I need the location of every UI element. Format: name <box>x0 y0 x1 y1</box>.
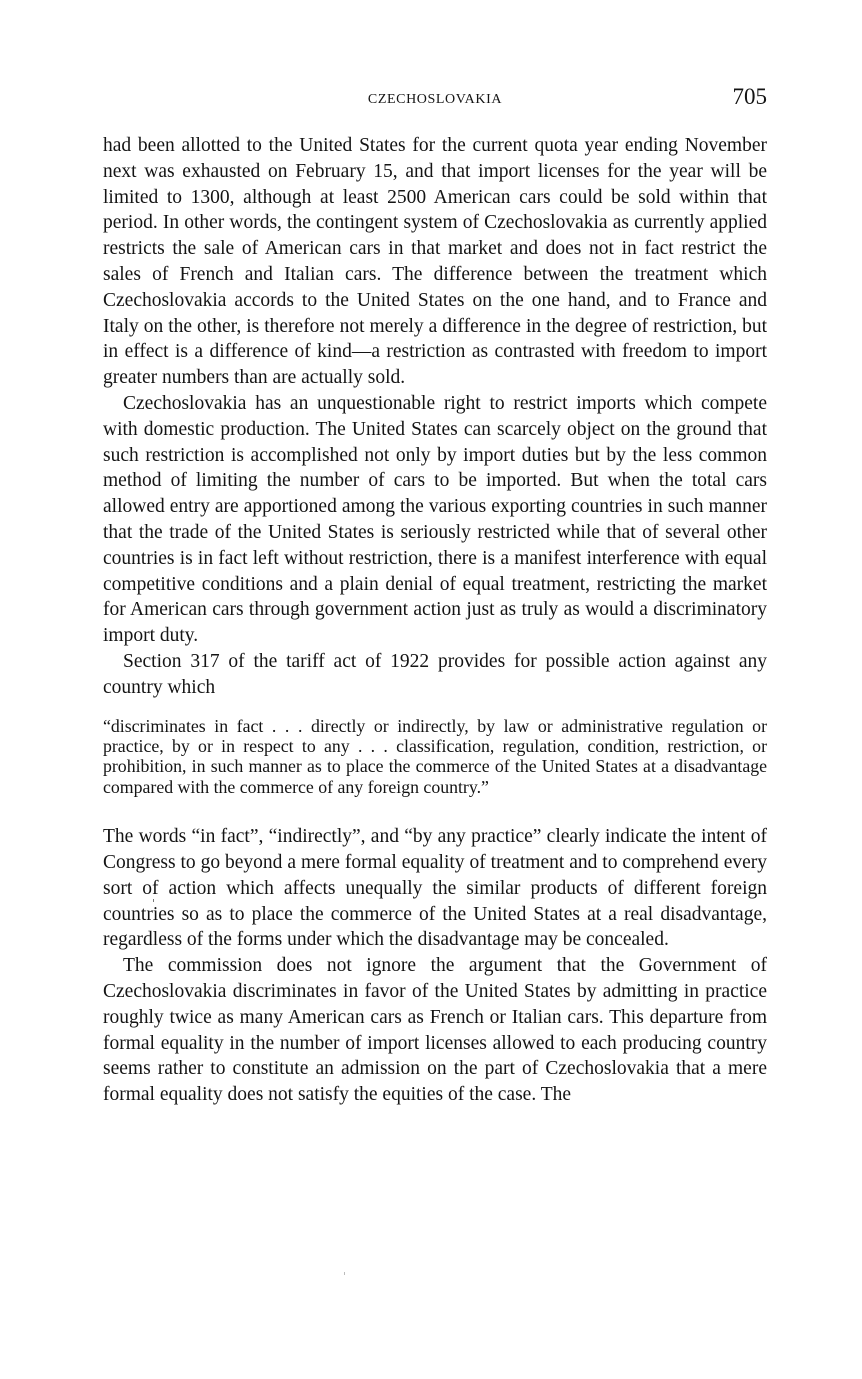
paragraph-continued: had been allotted to the United States for the current quota year ending November next was exhausted on February 15, and that import licenses for the year will be limited to 1300, although at least 2500 American cars could be sold within that period. In other words, the contingent system of Czechoslovakia as currently applied restricts the sale of American cars in that market and does not in fact restrict the sales of French and Italian cars. The difference between the treatment which Czechoslovakia accords to the United States on the one hand, and to France and Italy on the other, is therefore not merely a difference in the degree of restriction, but in effect is a difference of kind—a restriction as contrasted with freedom to import greater numbers than are actually sold. <box>103 135 767 389</box>
paragraph-section-317: Section 317 of the tariff act of 1922 provides for possible action against any country which <box>103 650 767 698</box>
footer-mark <box>344 1272 345 1275</box>
paragraph-czechoslovakia-right: Czechoslovakia has an unquestionable right to restrict imports which compete with domestic production. The United States can scarcely object on the ground that such restriction is accomplished not only by import duties but by the less common method of limiting the number of cars to be imported. But when the total cars allowed entry are apportioned among the various exporting countries in such manner that the trade of the United States is seriously restricted while that of several other countries is in fact left without restriction, there is a manifest interference with equal competitive conditions and a plain denial of equal treatment, restricting the market for American cars through government action just as truly as would a discriminatory import duty. <box>103 392 767 647</box>
paragraph-commission-argument: The commission does not ignore the argument that the Government of Czechoslovakia discriminates in favor of the United States by admitting in practice roughly twice as many American cars as French or Italian cars. This departure from formal equality in the number of import licenses allowed to each producing country seems rather to constitute an admission on the part of Czechoslovakia that a mere formal equality does not satisfy the equities of the case. The <box>103 955 767 1106</box>
running-head: CZECHOSLOVAKIA <box>367 92 503 107</box>
block-quote: “discriminates in fact . . . directly or indirectly, by law or administrative regulation or practice, by or in respect to any . . . classification, regulation, condition, restriction, or prohibition, in such manner as to place the commerce of the United States at a disadvantage compared with the commerce of any foreign country.” <box>103 715 767 797</box>
margin-tick-mark <box>153 899 154 902</box>
body-text <box>103 133 767 1108</box>
page-header <box>103 84 767 114</box>
document-page <box>103 84 767 1108</box>
paragraph-words-in-fact: The words “in fact”, “indirectly”, and “by any practice” clearly indicate the intent of Congress to go beyond a mere formal equality of treatment and to comprehend every sort of action which affects unequally the similar products of different foreign countries so as to place the commerce of the United States at a real disadvantage, regardless of the forms under which the disadvantage may be concealed. <box>103 826 767 951</box>
page-number: 705 <box>732 84 767 109</box>
